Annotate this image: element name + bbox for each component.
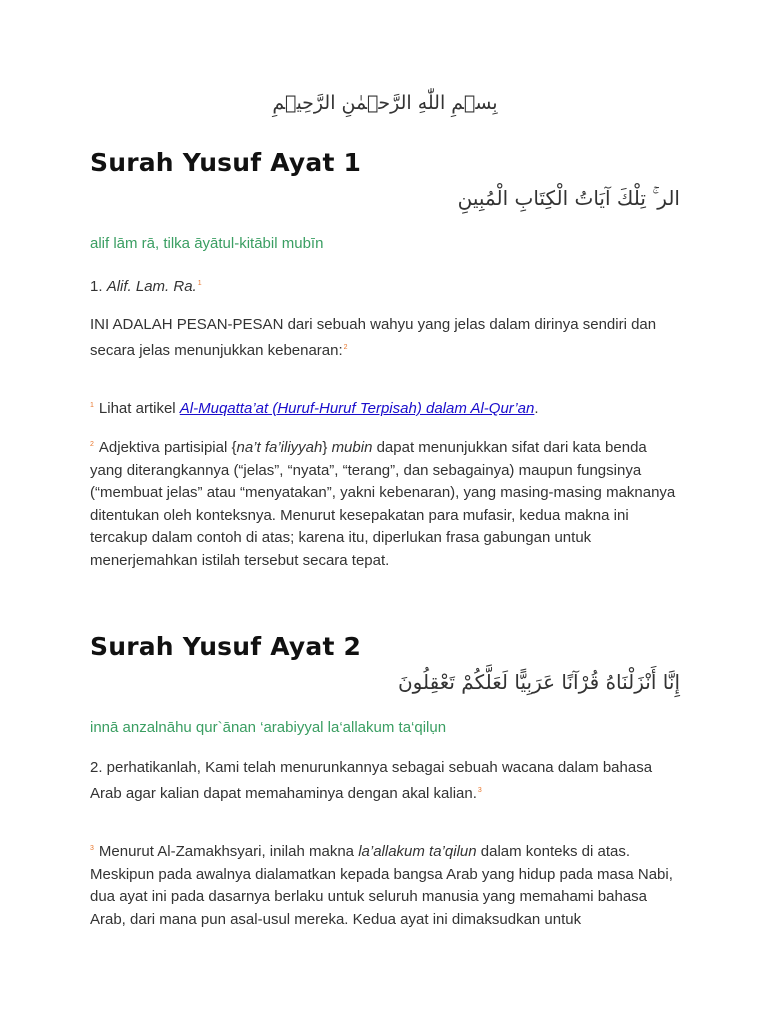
footnote-2-italic-b: mubin (331, 439, 373, 456)
footnote-2-marker: 2 (90, 441, 94, 448)
basmala: بِسۡمِ اللّٰهِ الرَّحۡمٰنِ الرَّحِيۡمِ (272, 92, 498, 114)
footnote-3-text-b: dalam konteks di atas. Meskipun pada awalnya dialamatkan kepada bangsa Arab yang hidup pada masa Nabi, dua ayat ini pada dasarnya berlaku untuk seluruh manusia yang memahami bahasa Arab, dari mana pun asal-usul mereka. Kedua ayat ini dimaksudkan untuk (90, 843, 673, 928)
ayat-2-transliteration: innā anzalnāhu qur`ānan ‘arabiyyal la‘allakum ta‘qilụn (90, 719, 447, 736)
ayat-2-arabic: إِنَّا أَنْزَلْنَاهُ قُرْآنًا عَرَبِيًّا لَعَلَّكُمْ تَعْقِلُونَ (397, 670, 680, 694)
ayat-1-transliteration: alif lām rā, tilka āyātul-kitābil mubīn (90, 235, 324, 252)
muqattaat-article-link[interactable]: Al-Muqatta’at (Huruf-Huruf Terpisah) dalam Al-Qur’an (179, 400, 535, 417)
footnote-ref-3[interactable]: 3 (477, 786, 482, 794)
footnote-1-marker: 1 (90, 402, 94, 409)
ayat-2-title: Surah Yusuf Ayat 2 (90, 632, 362, 661)
footnote-1-suffix: . (534, 400, 539, 417)
ayat-1-number: 1. (90, 278, 103, 295)
ayat-1-title: Surah Yusuf Ayat 1 (90, 148, 362, 177)
footnote-3-italic-a: la’allakum ta’qilun (358, 843, 477, 860)
footnote-ref-2[interactable]: 2 (343, 343, 348, 351)
footnote-3 (90, 838, 680, 931)
ayat-2-translation-text: 2. perhatikanlah, Kami telah menurunkannya sebagai sebuah wacana dalam bahasa Arab agar kalian dapat memahaminya dengan akal kalian. (90, 759, 653, 802)
footnote-2-text-b: } (322, 439, 332, 456)
ayat-1-verse (90, 273, 680, 299)
footnote-3-marker: 3 (90, 845, 94, 852)
ayat-1-translation (90, 314, 680, 362)
ayat-1-arabic: الر ۚ تِلْكَ آيَاتُ الْكِتَابِ الْمُبِينِ (457, 186, 680, 210)
footnote-1-prefix: Lihat artikel (98, 400, 180, 417)
footnote-3-text-a: Menurut Al-Zamakhsyari, inilah makna (98, 843, 359, 860)
footnote-ref-1[interactable]: 1 (197, 280, 202, 287)
footnote-2-text-a: Adjektiva partisipial { (98, 439, 237, 456)
ayat-2-translation (90, 757, 680, 805)
footnote-2-text-c: dapat menunjukkan sifat dari kata benda yang diterangkannya (“jelas”, “nyata”, “terang”, dan sebagainya) maupun fungsinya (“membuat jelas” atau “menyatakan”, yakni kebenaran), yang masing-masing maknanya ditentukan oleh konteksnya. Menurut kesepakatan para mufasir, kedua makna ini tercakup dalam contoh di atas; karena itu, diperlukan frasa gabungan untuk menerjemahkan istilah tersebut secara tepat. (90, 439, 676, 569)
ayat-1-verse-italic: Alif. Lam. Ra. (106, 278, 197, 295)
footnote-2-italic-a: na’t fa’iliyyah (236, 439, 323, 456)
ayat-1-translation-text: INI ADALAH PESAN-PESAN dari sebuah wahyu yang jelas dalam dirinya sendiri dan secara jelas menunjukkan kebenaran: (90, 316, 657, 359)
footnote-1 (90, 395, 680, 421)
footnote-2 (90, 434, 680, 572)
